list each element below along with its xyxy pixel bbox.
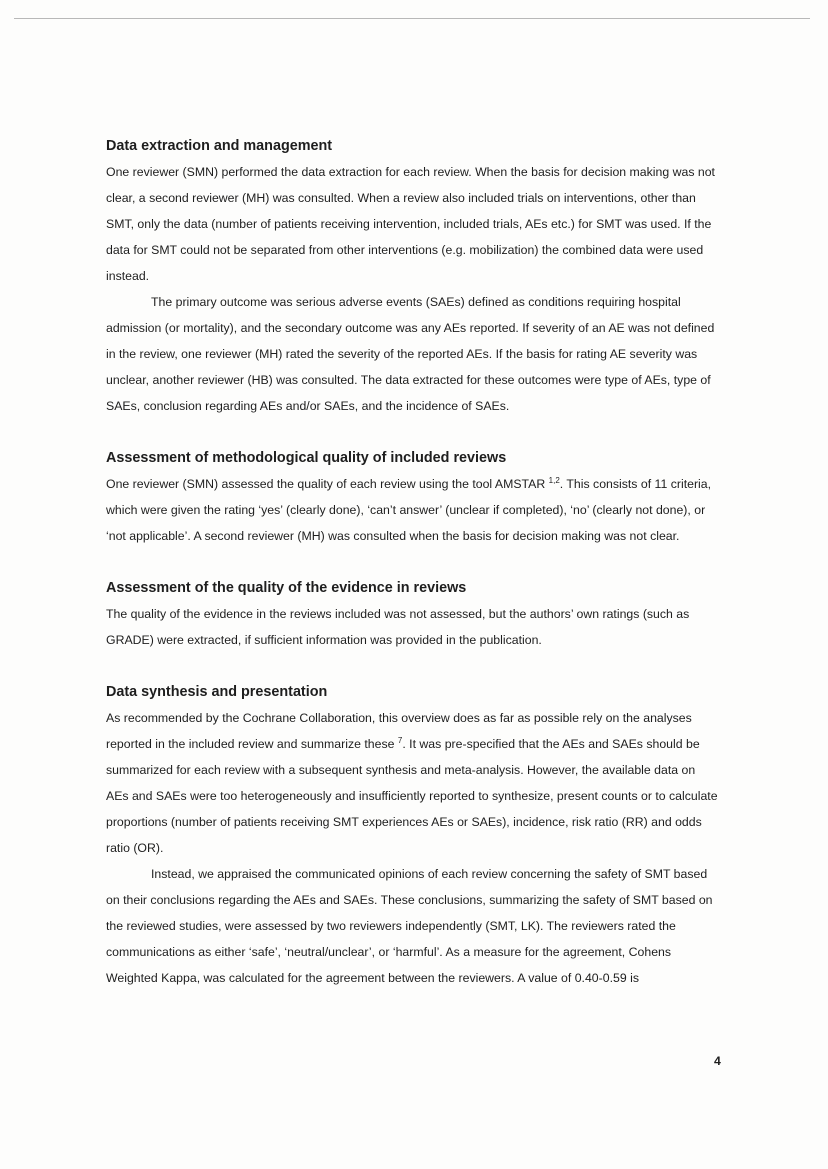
text-run: . This consists of 11 criteria, which were given the rating ‘yes’ (clearly done), ‘can’t answer’ (unclear if completed), ‘no’ (clearly not done), or ‘not applicable’. A second reviewer (MH) was consulted when the basis for decision making was not clear. [106,477,712,543]
text-run: As recommended by the Cochrane Collaboration, this overview does as far as possible rely on the analyses reported in the included review and summarize these [106,711,692,751]
header-rule [14,18,810,19]
section-data-extraction [106,133,718,419]
paragraph: The primary outcome was serious adverse events (SAEs) defined as conditions requiring hospital admission (or mortality), and the secondary outcome was any AEs reported. If severity of an AE was not defined in the review, one reviewer (MH) rated the severity of the reported AEs. If the basis for rating AE severity was unclear, another reviewer (HB) was consulted. The data extracted for these outcomes were type of AEs, type of SAEs, conclusion regarding AEs and/or SAEs, and the incidence of SAEs. [106,295,715,413]
section-heading: Assessment of methodological quality of included reviews [106,450,507,466]
paragraph: The quality of the evidence in the reviews included was not assessed, but the authors’ own ratings (such as GRADE) were extracted, if sufficient information was provided in the publication. [106,607,690,647]
paragraph: Instead, we appraised the communicated opinions of each review concerning the safety of SMT based on their conclusions regarding the AEs and SAEs. These conclusions, summarizing the safety of SMT based on the reviewed studies, were assessed by two reviewers independently (SMT, LK). The reviewers rated the communications as either ‘safe’, ‘neutral/unclear’, or ‘harmful’. As a measure for the agreement, Cohens Weighted Kappa, was calculated for the agreement between the reviewers. A value of 0.40-0.59 is [106,867,713,985]
section-heading: Data synthesis and presentation [106,684,328,700]
section-evidence-quality [106,575,718,653]
section-heading: Assessment of the quality of the evidence in reviews [106,580,467,596]
document-body [106,133,718,991]
citation-ref: 1,2 [548,476,560,485]
section-data-synthesis [106,679,718,991]
text-run: One reviewer (SMN) assessed the quality of each review using the tool AMSTAR [106,477,549,491]
paragraph: One reviewer (SMN) performed the data extraction for each review. When the basis for decision making was not clear, a second reviewer (MH) was consulted. When a review also included trials on interventions, other than SMT, only the data (number of patients receiving intervention, included trials, AEs etc.) for SMT was used. If the data for SMT could not be separated from other interventions (e.g. mobilization) the combined data were used instead. [106,165,715,283]
paragraph [106,471,718,549]
citation-ref: 7 [397,736,403,745]
page-number: 4 [714,1054,721,1068]
paragraph [106,705,718,861]
section-methodological-quality [106,445,718,549]
text-run: . It was pre-specified that the AEs and SAEs should be summarized for each review with a subsequent synthesis and meta-analysis. However, the available data on AEs and SAEs were too heterogeneously and insufficiently reported to synthesize, present counts or to calculate proportions (number of patients receiving SMT experiences AEs or SAEs), incidence, risk ratio (RR) and odds ratio (OR). [106,737,718,855]
section-heading: Data extraction and management [106,138,333,154]
